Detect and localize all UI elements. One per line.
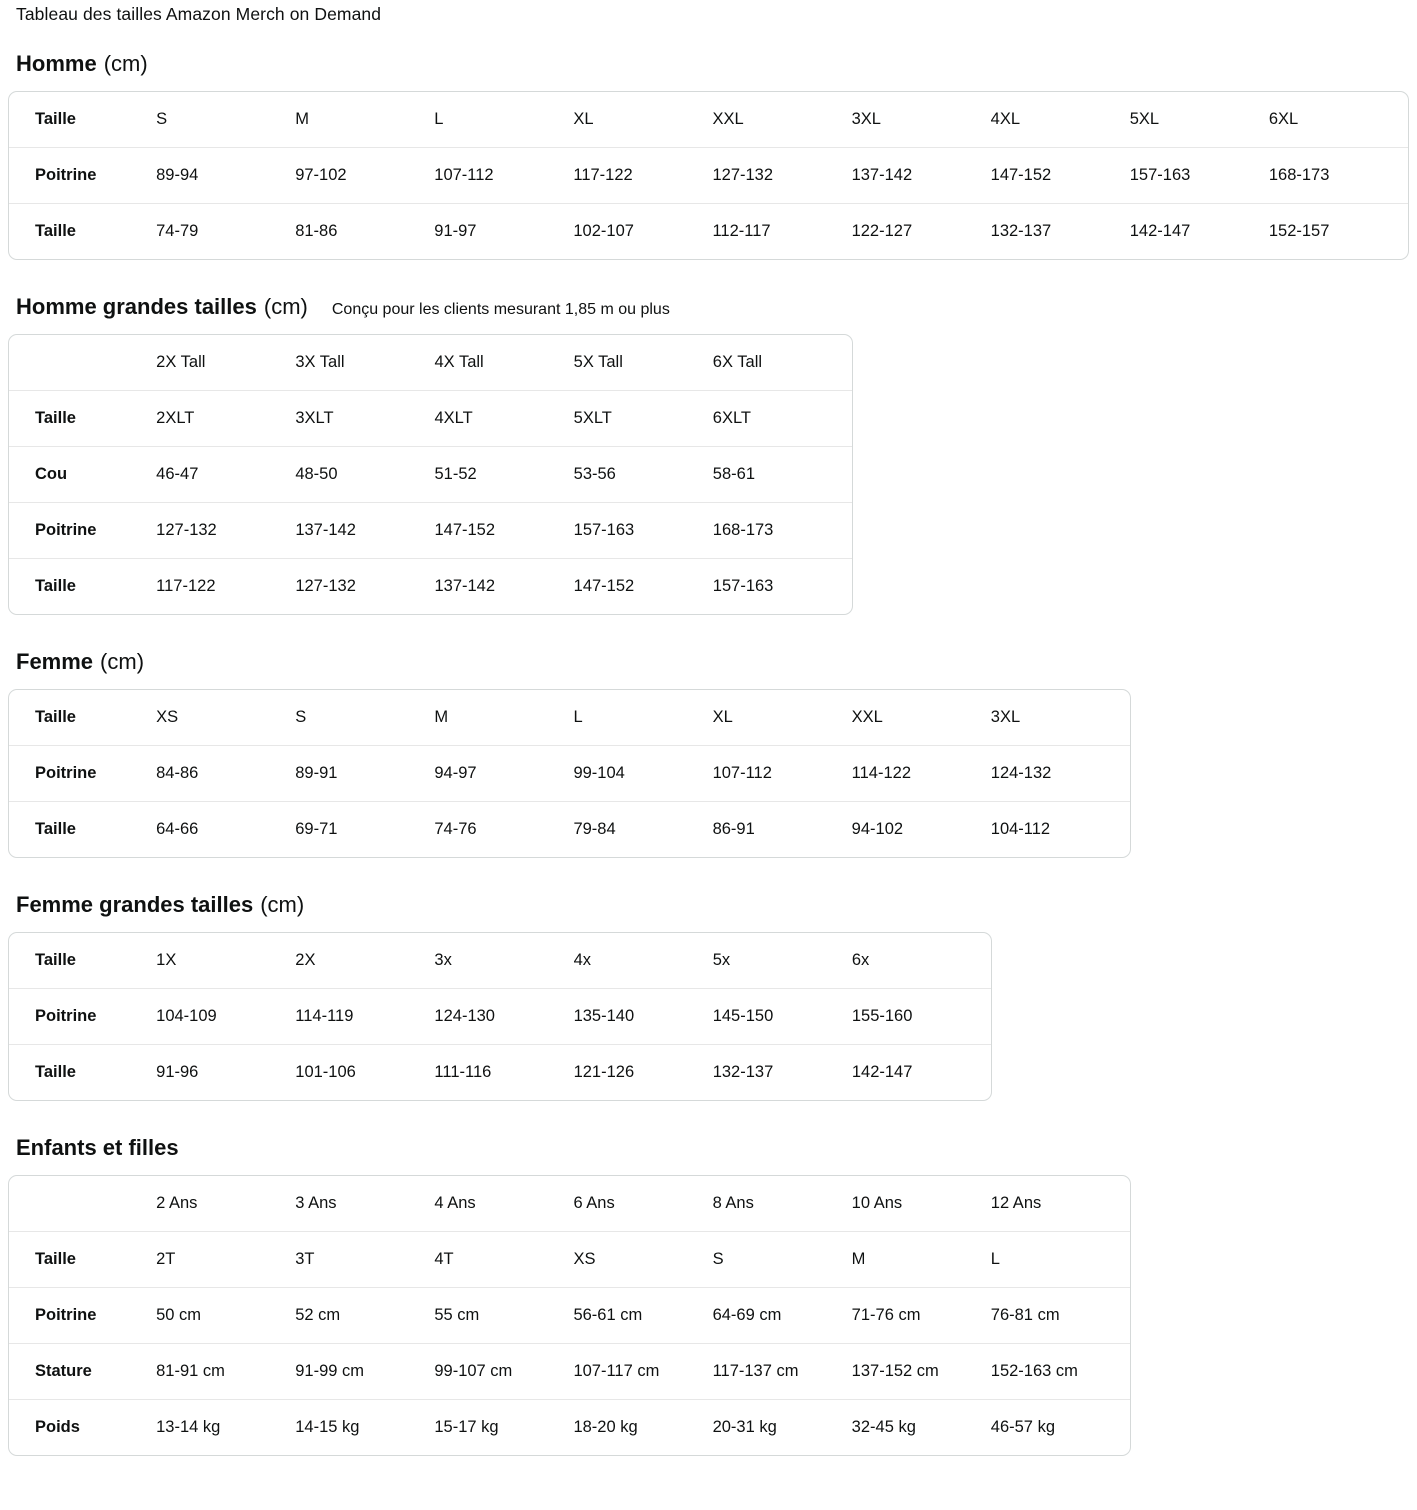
table-row	[9, 690, 1130, 746]
section-unit-femme-grandes-tailles: (cm)	[260, 892, 305, 917]
cell: 124-130	[434, 989, 573, 1045]
cell: 155-160	[852, 989, 991, 1045]
cell: 157-163	[712, 577, 774, 595]
cell: 137-142	[295, 503, 434, 559]
cell: 99-107 cm	[434, 1344, 573, 1400]
cell: 5XL	[1130, 92, 1269, 148]
cell: 64-66	[156, 820, 199, 838]
cell: 157-163	[574, 503, 713, 559]
table-row	[9, 746, 1130, 802]
table-row	[9, 802, 1130, 857]
cell: 145-150	[713, 989, 852, 1045]
cell: 6XLT	[713, 391, 852, 447]
cell: 56-61 cm	[573, 1288, 712, 1344]
cell: 2T	[156, 1232, 295, 1288]
cell: L	[573, 690, 712, 746]
cell: XS	[156, 690, 295, 746]
row-label: Poitrine	[9, 989, 156, 1045]
cell: 8 Ans	[713, 1176, 852, 1232]
cell: XS	[573, 1232, 712, 1288]
section-unit-homme: (cm)	[103, 51, 148, 76]
cell: 76-81 cm	[991, 1288, 1130, 1344]
cell: 81-91 cm	[156, 1344, 295, 1400]
table-row	[9, 933, 991, 989]
cell: 53-56	[574, 447, 713, 503]
cell: 58-61	[713, 447, 852, 503]
cell: 86-91	[712, 820, 755, 838]
cell: 52 cm	[295, 1288, 434, 1344]
cell: 94-102	[851, 820, 904, 838]
table-row	[9, 559, 852, 614]
cell: 6XL	[1269, 92, 1408, 148]
cell: 107-117 cm	[573, 1344, 712, 1400]
cell: 127-132	[712, 148, 851, 204]
section-unit-homme-grandes-tailles: (cm)	[263, 294, 308, 319]
cell: 91-96	[156, 1063, 199, 1081]
row-label: Cou	[9, 447, 156, 503]
table-row	[9, 503, 852, 559]
cell: 112-117	[712, 222, 771, 240]
cell: S	[713, 1232, 852, 1288]
section-heading-femme-grandes-tailles	[16, 892, 1409, 918]
section-note-homme-grandes-tailles: Conçu pour les clients mesurant 1,85 m ou plus	[331, 301, 670, 318]
cell: 14-15 kg	[295, 1418, 360, 1436]
cell: 5XLT	[574, 391, 713, 447]
row-label: Taille	[9, 933, 156, 989]
cell: S	[156, 92, 295, 148]
table-row	[9, 1045, 991, 1100]
cell: 6x	[852, 933, 991, 989]
cell: 117-137 cm	[713, 1344, 852, 1400]
cell: 132-137	[712, 1063, 774, 1081]
cell: 12 Ans	[991, 1176, 1130, 1232]
row-label: Taille	[35, 1063, 76, 1081]
cell: 79-84	[573, 820, 616, 838]
cell: 46-57 kg	[990, 1418, 1055, 1436]
table-femme-grandes-tailles	[8, 932, 992, 1101]
row-label	[9, 1176, 156, 1232]
cell: 5X Tall	[574, 335, 713, 391]
cell: 46-47	[156, 447, 295, 503]
table-row	[9, 989, 991, 1045]
cell: 1X	[156, 933, 295, 989]
row-label: Taille	[35, 820, 76, 838]
cell: 4XLT	[434, 391, 573, 447]
section-title-homme-grandes-tailles: Homme grandes tailles	[16, 294, 257, 319]
cell: 2 Ans	[156, 1176, 295, 1232]
cell: 4x	[574, 933, 713, 989]
cell: 3 Ans	[295, 1176, 434, 1232]
table-row	[9, 391, 852, 447]
cell: 2XLT	[156, 391, 295, 447]
cell: 147-152	[991, 148, 1130, 204]
cell: 2X	[295, 933, 434, 989]
section-title-femme: Femme	[16, 649, 94, 674]
cell: 91-99 cm	[295, 1344, 434, 1400]
cell: 157-163	[1130, 148, 1269, 204]
cell: 48-50	[295, 447, 434, 503]
cell: S	[295, 690, 434, 746]
cell: 64-69 cm	[713, 1288, 852, 1344]
table-row	[9, 447, 852, 503]
cell: 10 Ans	[852, 1176, 991, 1232]
cell: XL	[573, 92, 712, 148]
table-row	[9, 1400, 1130, 1455]
cell: L	[991, 1232, 1130, 1288]
table-row	[9, 148, 1408, 204]
cell: M	[295, 92, 434, 148]
cell: 114-119	[295, 989, 434, 1045]
table-row	[9, 1232, 1130, 1288]
cell: 137-142	[852, 148, 991, 204]
cell: 104-112	[990, 820, 1051, 838]
cell: M	[434, 690, 573, 746]
cell: 101-106	[295, 1063, 356, 1081]
cell: 104-109	[156, 989, 295, 1045]
cell: 147-152	[573, 577, 635, 595]
cell: 124-132	[991, 746, 1130, 802]
cell: L	[434, 92, 573, 148]
row-label: Taille	[35, 577, 76, 595]
cell: XXL	[712, 92, 851, 148]
cell: 4 Ans	[434, 1176, 573, 1232]
cell: 13-14 kg	[156, 1418, 221, 1436]
cell: 89-94	[156, 148, 295, 204]
cell: 51-52	[434, 447, 573, 503]
cell: 152-163 cm	[991, 1344, 1130, 1400]
table-row	[9, 92, 1408, 148]
section-heading-enfants-et-filles	[16, 1135, 1409, 1161]
cell: 84-86	[156, 746, 295, 802]
table-row	[9, 1344, 1130, 1400]
table-homme	[8, 91, 1409, 260]
cell: 69-71	[295, 820, 338, 838]
row-label: Stature	[9, 1344, 156, 1400]
row-label: Taille	[9, 1232, 156, 1288]
cell: 3XL	[991, 690, 1130, 746]
cell: 122-127	[851, 222, 913, 240]
row-label: Poids	[35, 1418, 80, 1436]
cell: 89-91	[295, 746, 434, 802]
cell: 135-140	[574, 989, 713, 1045]
cell: XXL	[852, 690, 991, 746]
cell: 3x	[434, 933, 573, 989]
row-label: Taille	[9, 92, 156, 148]
table-homme-grandes-tailles	[8, 334, 853, 615]
cell: 3XLT	[295, 391, 434, 447]
section-title-enfants-et-filles: Enfants et filles	[16, 1135, 179, 1160]
cell: 168-173	[1269, 148, 1408, 204]
cell: 5x	[713, 933, 852, 989]
cell: 81-86	[295, 222, 338, 240]
row-label: Poitrine	[9, 746, 156, 802]
cell: 127-132	[295, 577, 356, 595]
cell: 3XL	[852, 92, 991, 148]
cell: 55 cm	[434, 1288, 573, 1344]
section-title-femme-grandes-tailles: Femme grandes tailles	[16, 892, 254, 917]
cell: 4T	[434, 1232, 573, 1288]
cell: 2X Tall	[156, 335, 295, 391]
cell: 132-137	[990, 222, 1052, 240]
cell: 99-104	[573, 746, 712, 802]
cell: 137-152 cm	[852, 1344, 991, 1400]
cell: 127-132	[156, 503, 295, 559]
row-label	[9, 335, 156, 391]
cell: 20-31 kg	[712, 1418, 777, 1436]
table-femme	[8, 689, 1131, 858]
cell: XL	[713, 690, 852, 746]
table-enfants-et-filles	[8, 1175, 1131, 1456]
row-label: Taille	[9, 690, 156, 746]
table-row	[9, 335, 852, 391]
cell: 74-79	[156, 222, 199, 240]
cell: 168-173	[713, 503, 852, 559]
section-heading-homme-grandes-tailles	[16, 294, 1409, 320]
cell: 107-112	[713, 746, 852, 802]
table-row	[9, 1176, 1130, 1232]
row-label: Poitrine	[9, 503, 156, 559]
section-unit-femme: (cm)	[100, 649, 145, 674]
cell: 4XL	[991, 92, 1130, 148]
section-heading-homme	[16, 51, 1409, 77]
cell: 6 Ans	[573, 1176, 712, 1232]
cell: 50 cm	[156, 1288, 295, 1344]
page-title: Tableau des tailles Amazon Merch on Demand	[16, 4, 382, 24]
cell: 94-97	[434, 746, 573, 802]
row-label: Taille	[35, 222, 76, 240]
cell: 32-45 kg	[851, 1418, 916, 1436]
section-heading-femme	[16, 649, 1409, 675]
row-label: Poitrine	[9, 148, 156, 204]
cell: 97-102	[295, 148, 434, 204]
table-row	[9, 1288, 1130, 1344]
cell: 117-122	[573, 148, 712, 204]
cell: 3X Tall	[295, 335, 434, 391]
cell: 91-97	[434, 222, 477, 240]
row-label: Poitrine	[9, 1288, 156, 1344]
cell: 71-76 cm	[852, 1288, 991, 1344]
cell: 121-126	[573, 1063, 635, 1081]
cell: 142-147	[851, 1063, 913, 1081]
section-title-homme: Homme	[16, 51, 97, 76]
table-row	[9, 204, 1408, 259]
cell: 152-157	[1268, 222, 1330, 240]
cell: 6X Tall	[713, 335, 852, 391]
cell: 107-112	[434, 148, 573, 204]
cell: M	[852, 1232, 991, 1288]
cell: 111-116	[434, 1063, 492, 1081]
cell: 142-147	[1129, 222, 1191, 240]
row-label: Taille	[9, 391, 156, 447]
cell: 114-122	[852, 746, 991, 802]
cell: 147-152	[434, 503, 573, 559]
cell: 117-122	[156, 577, 216, 595]
cell: 15-17 kg	[434, 1418, 499, 1436]
cell: 3T	[295, 1232, 434, 1288]
cell: 137-142	[434, 577, 496, 595]
cell: 102-107	[573, 222, 634, 240]
cell: 4X Tall	[434, 335, 573, 391]
cell: 74-76	[434, 820, 477, 838]
cell: 18-20 kg	[573, 1418, 638, 1436]
